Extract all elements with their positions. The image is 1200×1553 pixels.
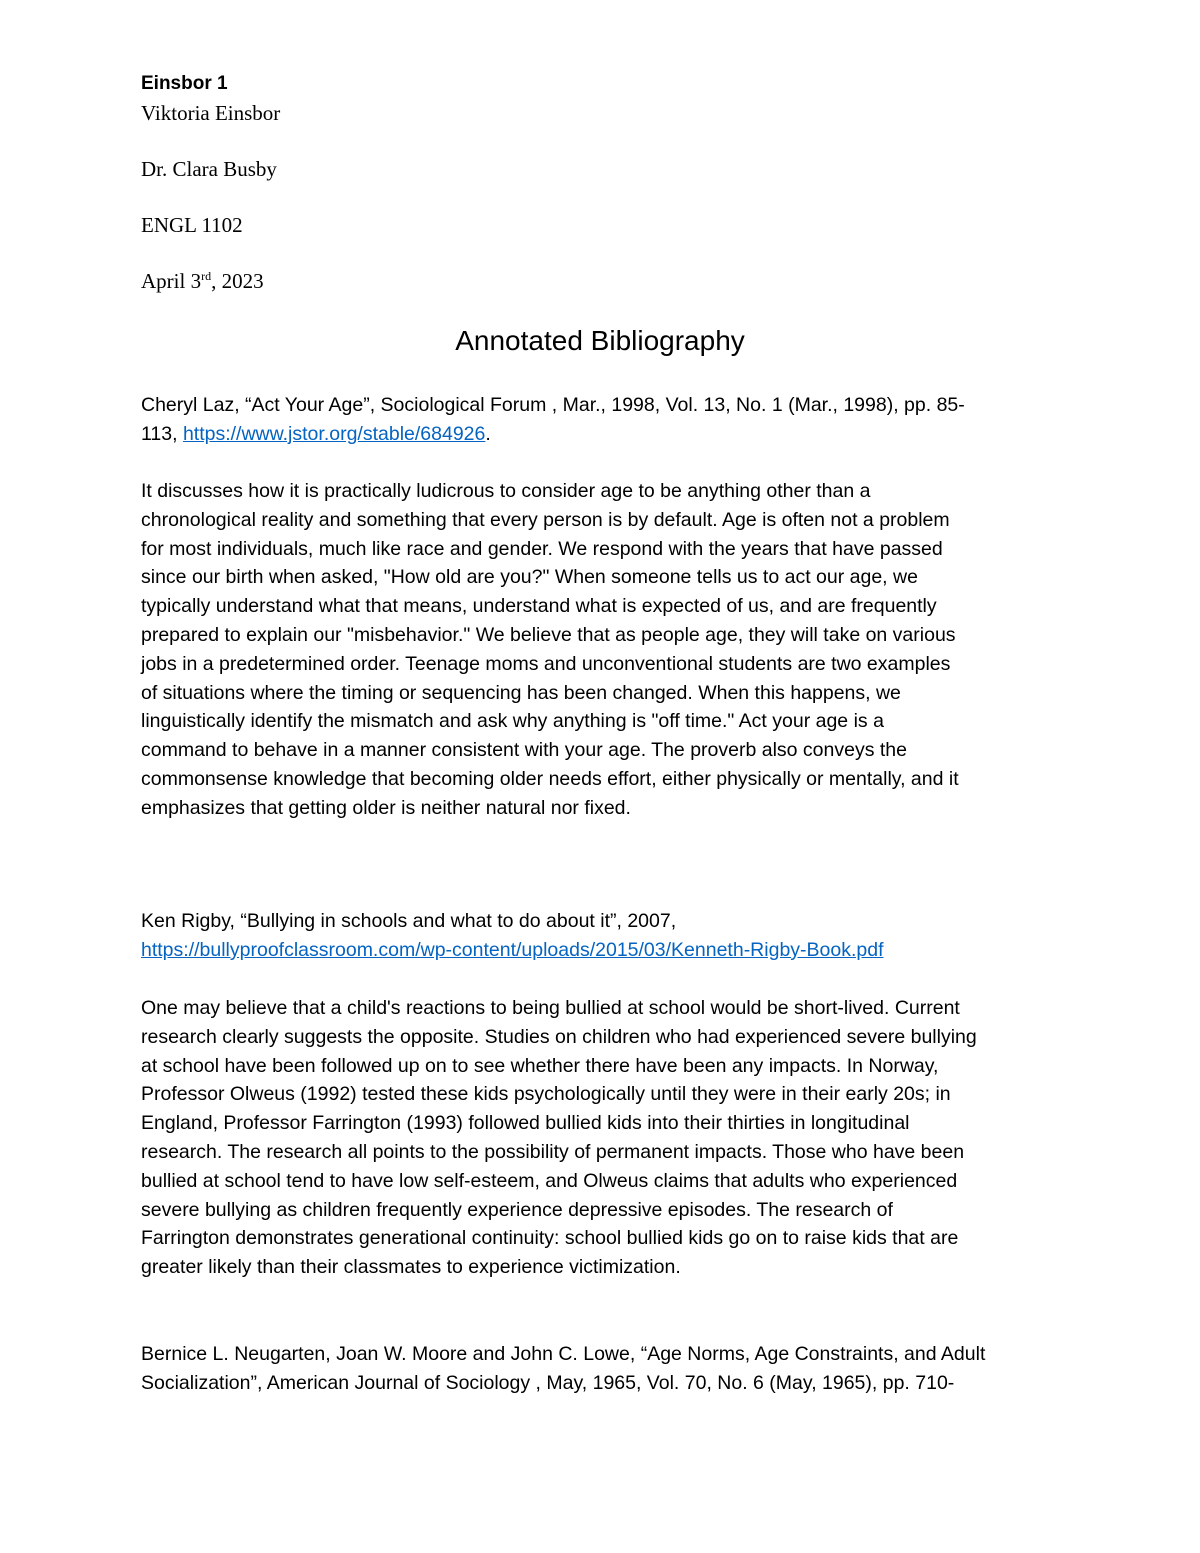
citation-rigby [141,907,1071,965]
date-line [141,269,264,294]
date-year: , 2023 [211,269,264,293]
annotation-line: Professor Olweus (1992) tested these kids psychologically until they were in their early 20s; in [141,1083,951,1106]
annotation-line: prepared to explain our "misbehavior." We believe that as people age, they will take on various [141,623,956,646]
page-title: Annotated Bibliography [455,325,745,356]
annotation-line: commonsense knowledge that becoming older needs effort, either physically or mentally, and it [141,767,959,790]
annotation-line: for most individuals, much like race and gender. We respond with the years that have passed [141,537,943,560]
annotation-line: command to behave in a manner consistent with your age. The proverb also conveys the [141,739,907,762]
annotation-line: linguistically identify the mismatch and ask why anything is "off time." Act your age is a [141,710,884,733]
annotation-line: research clearly suggests the opposite. Studies on children who had experienced severe bullying [141,1025,977,1048]
citation-line: Ken Rigby, “Bullying in schools and what to do about it”, 2007, [141,910,677,932]
annotation-line: research. The research all points to the possibility of permanent impacts. Those who have been [141,1140,965,1163]
annotation-laz [141,477,1071,823]
annotation-line: jobs in a predetermined order. Teenage moms and unconventional students are two examples [141,652,951,675]
annotation-line: typically understand what that means, understand what is expected of us, and are frequently [141,595,937,618]
student-name: Viktoria Einsbor [141,101,281,125]
citation-line: Bernice L. Neugarten, Joan W. Moore and John C. Lowe, “Age Norms, Age Constraints, and Adult [141,1343,986,1365]
citation-neugarten [141,1340,1071,1398]
annotation-line: at school have been followed up on to see whether there have been any impacts. In Norway, [141,1054,939,1077]
annotation-line: England, Professor Farrington (1993) followed bullied kids into their thirties in longitudinal [141,1112,910,1135]
annotation-line: since our birth when asked, "How old are you?" When someone tells us to act our age, we [141,566,918,589]
rigby-book-link[interactable]: https://bullyproofclassroom.com/wp-content/uploads/2015/03/Kenneth-Rigby-Book.pdf [141,938,884,961]
annotation-line: It discusses how it is practically ludicrous to consider age to be anything other than a [141,480,871,502]
date-month-day: April 3 [141,269,202,293]
annotation-line: greater likely than their classmates to experience victimization. [141,1256,681,1279]
citation-suffix: . [485,422,491,445]
citation-line [141,936,1071,965]
citation-line [141,420,1071,449]
citation-prefix: 113, [141,422,183,445]
annotation-line: Farrington demonstrates generational continuity: school bullied kids go on to raise kids that are [141,1227,959,1250]
annotation-line: bullied at school tend to have low self-esteem, and Olweus claims that adults who experienced [141,1169,958,1192]
annotation-line: of situations where the timing or sequencing has been changed. When this happens, we [141,681,901,704]
annotation-line: One may believe that a child's reactions to being bullied at school would be short-lived. Current [141,997,960,1019]
citation-line: Cheryl Laz, “Act Your Age”, Sociological Forum , Mar., 1998, Vol. 13, No. 1 (Mar., 1998), pp. 85- [141,394,965,416]
running-head: Einsbor 1 [141,73,228,94]
annotation-line: emphasizes that getting older is neither natural nor fixed. [141,796,631,819]
jstor-link[interactable]: https://www.jstor.org/stable/684926 [182,422,486,445]
annotation-line: severe bullying as children frequently experience depressive episodes. The research of [141,1198,893,1221]
date-suffix: rd [201,269,212,283]
annotation-line: chronological reality and something that every person is by default. Age is often not a problem [141,508,950,531]
annotation-rigby [141,994,1071,1282]
instructor-name: Dr. Clara Busby [141,157,277,181]
citation-laz [141,391,1071,449]
citation-line: Socialization”, American Journal of Sociology , May, 1965, Vol. 70, No. 6 (May, 1965), pp. 710- [141,1371,955,1394]
course-name: ENGL 1102 [141,213,243,237]
